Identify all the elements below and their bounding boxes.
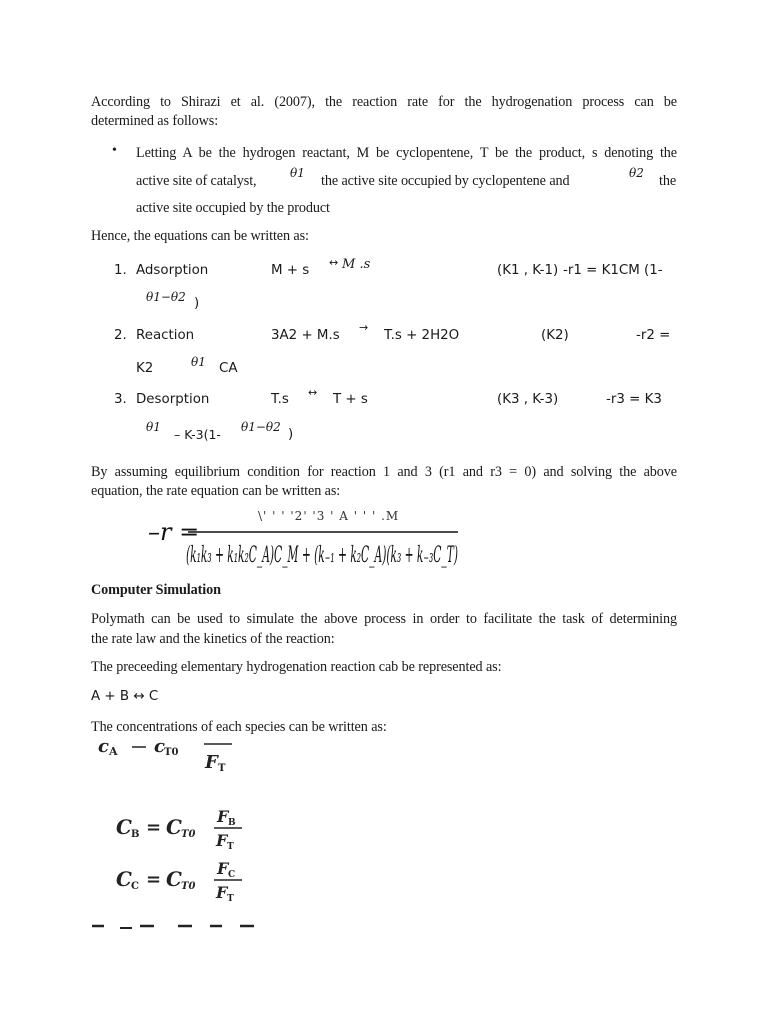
concentration-ft-image-cropped <box>90 920 270 932</box>
step3-rate: -r3 = K3 <box>606 392 662 407</box>
para4-text: The preceeding elementary hydrogenation reaction cab be represented as: <box>91 659 502 675</box>
svg-text:\' ' ' '2' '3 ' A ' ' ' .M: \' ' ' '2' '3 ' A ' ' ' .M <box>258 509 400 523</box>
svg-text:F: F <box>216 883 228 902</box>
step2-arrow-icon: → <box>359 321 369 334</box>
step1-arrow-icon: ↔ <box>329 256 339 269</box>
hence-text: Hence, the equations can be written as: <box>91 228 309 244</box>
step2-equation: 3A2 + M.s <box>271 328 340 343</box>
theta2-symbol: θ2 <box>629 166 644 180</box>
para2-line2: equation, the rate equation can be written as: <box>91 483 341 499</box>
svg-text:T0: T0 <box>181 881 196 892</box>
step1-equation: M + s <box>271 263 310 278</box>
svg-text:T: T <box>218 763 226 774</box>
svg-text:C: C <box>166 815 182 839</box>
svg-text:C: C <box>131 881 139 892</box>
para2-line1: By assuming equilibrium condition for reaction 1 and 3 (r1 and r3 = 0) and solving the above <box>91 464 677 480</box>
step2-name: Reaction <box>136 328 195 343</box>
bullet-line2-a: active site of catalyst, <box>136 173 257 189</box>
step1-constants: (K1 , K-1) <box>497 263 559 278</box>
para1-line2: determined as follows: <box>91 113 219 129</box>
para3-line1: Polymath can be used to simulate the above process in order to facilitate the task of determining <box>91 611 677 627</box>
svg-text:B: B <box>228 818 236 828</box>
step3-product: T + s <box>333 392 368 407</box>
svg-text:A: A <box>109 745 118 758</box>
svg-text:T: T <box>227 842 234 852</box>
step3-theta1: θ1 <box>146 420 161 434</box>
svg-text:C: C <box>116 867 132 891</box>
theta1-symbol: θ1 <box>290 166 305 180</box>
step3-equation: T.s <box>271 392 289 407</box>
svg-text:T0: T0 <box>164 747 179 758</box>
svg-text:T: T <box>227 894 234 904</box>
svg-text:c: c <box>154 736 165 757</box>
svg-text:F: F <box>205 752 218 773</box>
step1-number: 1. <box>114 263 127 278</box>
concentration-cc-image <box>116 858 256 906</box>
bullet-line2-b: the active site occupied by cyclopentene and <box>321 173 570 189</box>
svg-text:F: F <box>217 807 229 826</box>
rate-equation-image <box>148 506 468 568</box>
step3-close-paren: ) <box>288 427 294 442</box>
svg-text:C: C <box>228 870 236 880</box>
concentration-cb-image <box>116 806 256 854</box>
svg-text:B: B <box>131 829 140 840</box>
svg-text:C: C <box>116 815 132 839</box>
step2-theta1: θ1 <box>191 355 206 369</box>
svg-text:F: F <box>216 831 228 850</box>
step2-rate: -r2 = <box>636 328 671 343</box>
bullet-line3: active site occupied by the product <box>136 200 330 216</box>
bullet-dot-icon: • <box>112 143 117 158</box>
section-heading: Computer Simulation <box>91 582 221 598</box>
step3-name: Desorption <box>136 392 210 407</box>
para5-text: The concentrations of each species can be written as: <box>91 719 387 735</box>
step2-number: 2. <box>114 328 127 343</box>
svg-text:=: = <box>146 869 162 890</box>
reaction-equation: A + B ↔ C <box>91 689 159 704</box>
svg-text:c: c <box>98 736 109 757</box>
step1-close-paren: ) <box>194 296 200 311</box>
bullet-line1: Letting A be the hydrogen reactant, M be cyclopentene, T be the product, s denoting the <box>136 145 677 161</box>
step2-ca: CA <box>219 361 238 376</box>
svg-text:F: F <box>217 859 229 878</box>
step1-rate: -r1 = K1CM (1- <box>563 263 663 278</box>
para1-line1: According to Shirazi et al. (2007), the reaction rate for the hydrogenation process can be <box>91 94 677 110</box>
svg-text:–r =: –r = <box>148 518 200 546</box>
step2-constants: (K2) <box>541 328 569 343</box>
svg-text:C: C <box>166 867 182 891</box>
concentration-ca-image <box>98 738 258 774</box>
svg-text:=: = <box>146 817 162 838</box>
step2-k2: K2 <box>136 361 154 376</box>
step1-name: Adsorption <box>136 263 209 278</box>
step3-constants: (K3 , K-3) <box>497 392 559 407</box>
bullet-line2-c: the <box>659 173 677 189</box>
step3-k-minus3: – K-3(1- <box>174 427 221 442</box>
step3-theta-diff: θ1−θ2 <box>241 420 281 434</box>
step3-number: 3. <box>114 392 127 407</box>
step3-arrow-icon: ↔ <box>308 386 318 399</box>
step2-product: T.s + 2H2O <box>384 328 460 343</box>
svg-text:T0: T0 <box>181 829 196 840</box>
step1-product: M .s <box>342 257 371 272</box>
para3-line2: the rate law and the kinetics of the reaction: <box>91 631 335 647</box>
svg-text:(k₁k₃ + k₁k₂C_A)C_M + (k₋₁ + k: (k₁k₃ + k₁k₂C_A)C_M + (k₋₁ + k₂C_A)(k₃ + k₋₃C_T) <box>186 543 458 568</box>
step1-theta-diff: θ1−θ2 <box>146 290 186 304</box>
